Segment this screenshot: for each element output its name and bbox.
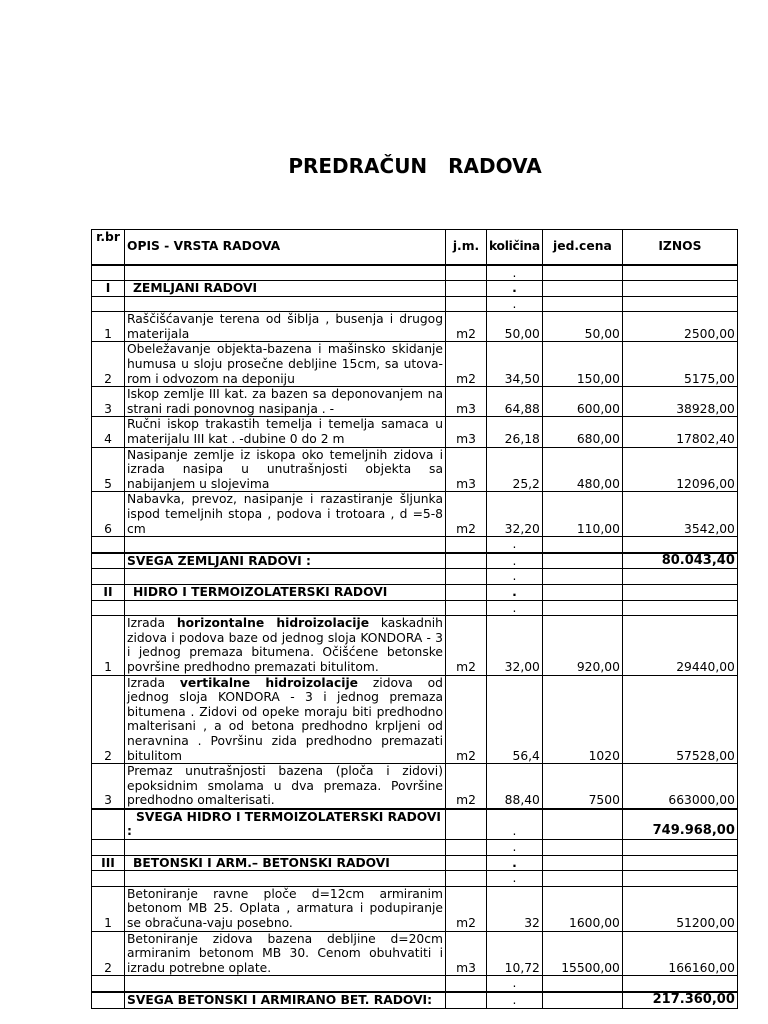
row-description — [125, 569, 446, 585]
spacer-row — [92, 976, 738, 992]
row-unit-price — [542, 809, 622, 840]
row-description — [125, 296, 446, 312]
spacer-row — [92, 600, 738, 616]
row-amount: 3542,00 — [622, 492, 737, 537]
row-quantity: 32 — [487, 886, 543, 931]
row-quantity: 26,18 — [487, 417, 543, 447]
row-description — [125, 840, 446, 856]
row-unit — [446, 584, 487, 600]
row-amount: 80.043,40 — [622, 553, 737, 569]
row-number — [92, 809, 125, 840]
total-row — [92, 809, 738, 840]
row-unit: m3 — [446, 931, 487, 976]
row-number — [92, 265, 125, 281]
row-number — [92, 553, 125, 569]
row-amount — [622, 976, 737, 992]
row-number — [92, 569, 125, 585]
row-unit: m2 — [446, 312, 487, 342]
row-description: SVEGA HIDRO I TERMOIZOLATERSKI RADOVI : — [125, 809, 446, 840]
row-unit-price — [542, 296, 622, 312]
row-quantity: . — [487, 840, 543, 856]
desc-emphasis: horizontalne hidroizolacije — [176, 616, 370, 631]
row-unit-price — [542, 569, 622, 585]
row-number — [92, 976, 125, 992]
row-description: Ručni iskop trakastih temelja i temelja samaca u materijalu III kat . -dubine 0 do 2 m — [125, 417, 446, 447]
row-quantity: . — [487, 976, 543, 992]
table-row — [92, 312, 738, 342]
table-row — [92, 342, 738, 387]
row-amount — [622, 600, 737, 616]
row-description: SVEGA BETONSKI I ARMIRANO BET. RADOVI: — [125, 992, 446, 1008]
row-quantity: 64,88 — [487, 387, 543, 417]
row-amount — [622, 265, 737, 281]
row-quantity: 34,50 — [487, 342, 543, 387]
section-row — [92, 855, 738, 871]
row-unit-price: 110,00 — [542, 492, 622, 537]
row-number — [92, 992, 125, 1008]
row-unit-price — [542, 265, 622, 281]
table-row — [92, 764, 738, 809]
row-number: III — [92, 855, 125, 871]
row-description: Betoniranje zidova bazena debljine d=20cm armiranim betonom MB 30. Cenom obuhvatiti i izradu potrebne oplate. — [125, 931, 446, 976]
row-amount: 12096,00 — [622, 447, 737, 492]
row-number: 5 — [92, 447, 125, 492]
row-quantity: 32,20 — [487, 492, 543, 537]
row-amount — [622, 871, 737, 887]
row-unit-price — [542, 840, 622, 856]
col-header-quantity: količina — [487, 230, 543, 265]
row-amount — [622, 537, 737, 553]
row-amount: 57528,00 — [622, 675, 737, 764]
row-unit: m2 — [446, 764, 487, 809]
row-unit-price: 15500,00 — [542, 931, 622, 976]
spacer-row — [92, 265, 738, 281]
row-unit-price — [542, 600, 622, 616]
row-unit-price — [542, 976, 622, 992]
row-description — [125, 265, 446, 281]
col-header-rbr: r.br — [92, 230, 125, 265]
section-row — [92, 281, 738, 297]
row-quantity: . — [487, 296, 543, 312]
row-number: 4 — [92, 417, 125, 447]
row-quantity: . — [487, 265, 543, 281]
estimate-table — [91, 229, 738, 1009]
total-row — [92, 553, 738, 569]
section-row — [92, 584, 738, 600]
spacer-row — [92, 840, 738, 856]
row-unit — [446, 537, 487, 553]
col-header-unit: j.m. — [446, 230, 487, 265]
col-header-unit-price: jed.cena — [542, 230, 622, 265]
row-unit-price: 600,00 — [542, 387, 622, 417]
row-amount: 166160,00 — [622, 931, 737, 976]
row-description: ZEMLJANI RADOVI — [125, 281, 446, 297]
desc-text: zidova od jednog sloja KONDORA - 3 i jednog premaza bitumena . Zidovi od opeke moraju biti predhodno malterisani , a od betona predhodno krpljeni od neravnina . Površinu zida predhodno premazati bitulitom — [127, 675, 443, 763]
row-unit-price — [542, 855, 622, 871]
table-row — [92, 447, 738, 492]
row-unit — [446, 265, 487, 281]
row-quantity: 56,4 — [487, 675, 543, 764]
row-amount — [622, 569, 737, 585]
row-amount: 51200,00 — [622, 886, 737, 931]
row-unit — [446, 871, 487, 887]
row-unit — [446, 809, 487, 840]
row-quantity: 10,72 — [487, 931, 543, 976]
row-unit: m2 — [446, 342, 487, 387]
row-unit-price: 7500 — [542, 764, 622, 809]
spacer-row — [92, 537, 738, 553]
row-number: 2 — [92, 931, 125, 976]
row-description: Iskop zemlje III kat. za bazen sa deponovanjem na strani radi ponovnog nasipanja . - — [125, 387, 446, 417]
row-amount: 217.360,00 — [622, 992, 737, 1008]
spacer-row — [92, 569, 738, 585]
row-amount: 5175,00 — [622, 342, 737, 387]
row-description — [125, 675, 446, 764]
row-amount — [622, 281, 737, 297]
row-description — [125, 616, 446, 675]
row-unit: m3 — [446, 417, 487, 447]
row-number: 6 — [92, 492, 125, 537]
row-description: Nabavka, prevoz, nasipanje i razastiranje šljunka ispod temeljnih stopa , podova i trotoara , d =5-8 cm — [125, 492, 446, 537]
row-unit-price — [542, 584, 622, 600]
row-unit — [446, 600, 487, 616]
row-quantity: 50,00 — [487, 312, 543, 342]
row-description — [125, 600, 446, 616]
row-unit-price — [542, 281, 622, 297]
row-unit-price — [542, 871, 622, 887]
row-description: Obeležavanje objekta-bazena i mašinsko skidanje humusa u sloju prosečne debljine 15cm, sa utova-rom i odvozom na deponiju — [125, 342, 446, 387]
row-unit: m2 — [446, 616, 487, 675]
row-unit — [446, 840, 487, 856]
row-unit: m2 — [446, 492, 487, 537]
row-unit-price — [542, 992, 622, 1008]
row-unit — [446, 992, 487, 1008]
row-unit-price — [542, 537, 622, 553]
row-number — [92, 296, 125, 312]
row-amount — [622, 855, 737, 871]
row-description: HIDRO I TERMOIZOLATERSKI RADOVI — [125, 584, 446, 600]
row-number: 1 — [92, 312, 125, 342]
row-unit-price — [542, 553, 622, 569]
row-quantity: . — [487, 553, 543, 569]
row-quantity: . — [487, 584, 543, 600]
row-amount: 2500,00 — [622, 312, 737, 342]
row-number: 3 — [92, 387, 125, 417]
row-unit — [446, 855, 487, 871]
desc-emphasis: vertikalne hidroizolacije — [179, 675, 359, 690]
row-quantity: 25,2 — [487, 447, 543, 492]
row-number: 2 — [92, 342, 125, 387]
row-unit — [446, 553, 487, 569]
row-number: 1 — [92, 886, 125, 931]
row-description: Raščišćavanje terena od šiblja , busenja i drugog materijala — [125, 312, 446, 342]
row-quantity: . — [487, 855, 543, 871]
row-number: II — [92, 584, 125, 600]
total-row — [92, 992, 738, 1008]
col-header-amount: IZNOS — [622, 230, 737, 265]
row-amount — [622, 584, 737, 600]
table-row — [92, 675, 738, 764]
row-unit-price: 1020 — [542, 675, 622, 764]
desc-text: Izrada — [127, 616, 177, 631]
row-description — [125, 871, 446, 887]
row-number: I — [92, 281, 125, 297]
row-number — [92, 840, 125, 856]
header-row — [92, 230, 738, 265]
page-title: PREDRAČUN RADOVA — [288, 154, 542, 178]
row-description: BETONSKI I ARM.– BETONSKI RADOVI — [125, 855, 446, 871]
row-unit — [446, 569, 487, 585]
row-unit-price: 1600,00 — [542, 886, 622, 931]
row-amount: 749.968,00 — [622, 809, 737, 840]
row-number: 1 — [92, 616, 125, 675]
row-quantity: . — [487, 871, 543, 887]
row-description — [125, 537, 446, 553]
row-unit: m3 — [446, 447, 487, 492]
row-description: Betoniranje ravne ploče d=12cm armiranim betonom MB 25. Oplata , armatura i podupiranje se obračuna-vaju posebno. — [125, 886, 446, 931]
row-quantity: 88,40 — [487, 764, 543, 809]
col-header-description: OPIS - VRSTA RADOVA — [125, 230, 446, 265]
row-description — [125, 976, 446, 992]
row-unit — [446, 296, 487, 312]
row-unit: m2 — [446, 675, 487, 764]
row-number: 3 — [92, 764, 125, 809]
table-row — [92, 492, 738, 537]
row-unit-price: 150,00 — [542, 342, 622, 387]
row-number — [92, 871, 125, 887]
row-quantity: . — [487, 600, 543, 616]
table-row — [92, 886, 738, 931]
row-unit: m3 — [446, 387, 487, 417]
row-unit-price: 680,00 — [542, 417, 622, 447]
row-unit-price: 480,00 — [542, 447, 622, 492]
row-quantity: . — [487, 537, 543, 553]
row-unit — [446, 281, 487, 297]
row-amount: 29440,00 — [622, 616, 737, 675]
row-number — [92, 600, 125, 616]
row-amount: 38928,00 — [622, 387, 737, 417]
table-row — [92, 931, 738, 976]
desc-text: kaskadnih zidova i podova baze od jednog sloja KONDORA - 3 i jednog premaza bitumena. Očišćene betonske površine predhodno premazati bitulitom. — [127, 616, 443, 674]
table-row — [92, 387, 738, 417]
spacer-row — [92, 871, 738, 887]
row-number — [92, 537, 125, 553]
row-quantity: . — [487, 569, 543, 585]
row-description: Nasipanje zemlje iz iskopa oko temeljnih zidova i izrada nasipa u unutrašnjosti objekta sa nabijanjem u slojevima — [125, 447, 446, 492]
row-number: 2 — [92, 675, 125, 764]
row-unit-price: 50,00 — [542, 312, 622, 342]
table-row — [92, 616, 738, 675]
row-amount: 663000,00 — [622, 764, 737, 809]
row-unit: m2 — [446, 886, 487, 931]
row-amount: 17802,40 — [622, 417, 737, 447]
desc-text: Izrada — [127, 675, 180, 690]
row-quantity: 32,00 — [487, 616, 543, 675]
row-quantity: . — [487, 809, 543, 840]
row-quantity: . — [487, 281, 543, 297]
row-unit-price: 920,00 — [542, 616, 622, 675]
row-amount — [622, 840, 737, 856]
row-unit — [446, 976, 487, 992]
row-description: SVEGA ZEMLJANI RADOVI : — [125, 553, 446, 569]
row-amount — [622, 296, 737, 312]
table-row — [92, 417, 738, 447]
spacer-row — [92, 296, 738, 312]
row-quantity: . — [487, 992, 543, 1008]
row-description: Premaz unutrašnjosti bazena (ploča i zidovi) epoksidnim smolama u dva premaza. Površine predhodno omalterisati. — [125, 764, 446, 809]
